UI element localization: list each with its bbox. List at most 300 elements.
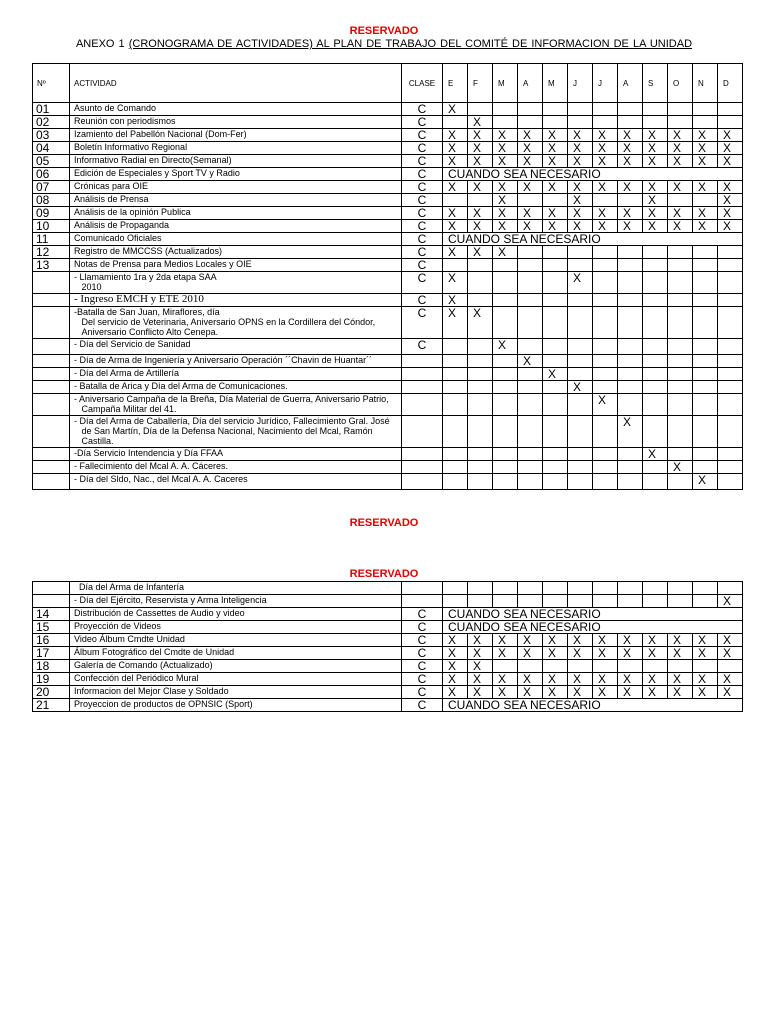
row-activity: -Día Servicio Intendencia y Día FFAA [70, 448, 402, 461]
month-mark: X [493, 207, 518, 220]
table-row [33, 461, 743, 474]
month-mark: X [468, 660, 493, 673]
row-clase: C [402, 246, 443, 259]
table-row [33, 416, 743, 448]
month-cell [618, 595, 643, 608]
month-mark: X [593, 634, 618, 647]
table-row [33, 339, 743, 355]
header-month: E [443, 64, 468, 103]
month-mark: X [568, 207, 593, 220]
row-clase: C [402, 259, 443, 272]
row-number: 12 [33, 246, 70, 259]
month-mark: X [443, 294, 468, 307]
month-cell [643, 416, 668, 448]
month-cell [618, 381, 643, 394]
row-clase: C [402, 168, 443, 181]
month-mark: X [668, 461, 693, 474]
table-row [33, 647, 743, 660]
month-mark: X [543, 686, 568, 699]
month-cell [643, 368, 668, 381]
month-cell [568, 339, 593, 355]
month-cell [518, 294, 543, 307]
month-mark: X [593, 394, 618, 416]
month-cell [518, 595, 543, 608]
month-cell [543, 272, 568, 294]
month-mark: X [593, 647, 618, 660]
month-cell [493, 294, 518, 307]
month-mark: X [518, 673, 543, 686]
month-cell [518, 582, 543, 595]
month-mark: X [443, 142, 468, 155]
month-cell [718, 272, 743, 294]
month-cell [668, 294, 693, 307]
row-clase [402, 416, 443, 448]
table-row [33, 355, 743, 368]
month-cell [543, 474, 568, 490]
row-clase: C [402, 621, 443, 634]
month-cell [593, 474, 618, 490]
table-row [33, 608, 743, 621]
month-cell [593, 259, 618, 272]
row-number [33, 461, 70, 474]
table-row [33, 220, 743, 233]
month-mark: X [568, 181, 593, 194]
month-mark: X [593, 207, 618, 220]
month-cell [618, 307, 643, 339]
row-clase [402, 474, 443, 490]
month-cell [593, 307, 618, 339]
month-cell [643, 116, 668, 129]
row-clase: C [402, 194, 443, 207]
month-cell [618, 194, 643, 207]
month-mark: X [493, 129, 518, 142]
month-cell [543, 246, 568, 259]
row-number: 13 [33, 259, 70, 272]
month-cell [468, 272, 493, 294]
header-month: J [568, 64, 593, 103]
month-cell [718, 416, 743, 448]
month-mark: X [543, 129, 568, 142]
month-cell [543, 660, 568, 673]
month-mark: X [593, 220, 618, 233]
row-clase [402, 368, 443, 381]
row-clase: C [402, 129, 443, 142]
month-cell [468, 461, 493, 474]
month-mark: X [668, 155, 693, 168]
month-mark: X [543, 368, 568, 381]
month-mark: X [618, 129, 643, 142]
row-when-needed: CUANDO SEA NECESARIO [443, 699, 743, 712]
row-activity: Análisis de la opinión Publica [70, 207, 402, 220]
month-cell [693, 368, 718, 381]
row-activity: Confección del Periódico Mural [70, 673, 402, 686]
month-cell [618, 339, 643, 355]
row-activity: -Batalla de San Juan, Miraflores, día Del servicio de Veterinaria, Aniversario OPNS en la Cordillera del Cóndor, Aniversario Conflicto Alto Cenepa. [70, 307, 402, 339]
month-cell [718, 355, 743, 368]
month-mark: X [493, 246, 518, 259]
row-activity: Crónicas para OIE [70, 181, 402, 194]
month-cell [543, 582, 568, 595]
month-cell [493, 272, 518, 294]
month-cell [618, 272, 643, 294]
month-cell [693, 246, 718, 259]
month-mark: X [618, 686, 643, 699]
table-row [33, 142, 743, 155]
row-activity: Asunto de Comando [70, 103, 402, 116]
row-number: 02 [33, 116, 70, 129]
month-cell [593, 381, 618, 394]
month-cell [593, 339, 618, 355]
month-mark: X [643, 129, 668, 142]
month-cell [493, 394, 518, 416]
month-mark: X [443, 307, 468, 339]
month-cell [593, 461, 618, 474]
month-cell [718, 116, 743, 129]
month-cell [443, 368, 468, 381]
month-cell [568, 448, 593, 461]
month-mark: X [518, 207, 543, 220]
row-number: 05 [33, 155, 70, 168]
month-mark: X [618, 181, 643, 194]
month-mark: X [468, 634, 493, 647]
month-cell [718, 448, 743, 461]
month-cell [618, 394, 643, 416]
month-cell [543, 448, 568, 461]
month-mark: X [618, 673, 643, 686]
row-clase [402, 355, 443, 368]
row-clase [402, 394, 443, 416]
row-number [33, 448, 70, 461]
month-mark: X [568, 647, 593, 660]
month-mark: X [618, 220, 643, 233]
month-cell [493, 461, 518, 474]
month-mark: X [443, 129, 468, 142]
month-cell [668, 355, 693, 368]
month-cell [493, 355, 518, 368]
month-mark: X [518, 634, 543, 647]
row-number: 21 [33, 699, 70, 712]
month-cell [693, 595, 718, 608]
header-month: A [618, 64, 643, 103]
month-mark: X [568, 381, 593, 394]
month-cell [668, 259, 693, 272]
month-cell [593, 595, 618, 608]
header-num: Nº [33, 64, 70, 103]
row-number: 07 [33, 181, 70, 194]
month-cell [668, 381, 693, 394]
header-clase: CLASE [402, 64, 443, 103]
month-cell [643, 246, 668, 259]
month-cell [518, 339, 543, 355]
table-row [33, 673, 743, 686]
month-mark: X [668, 673, 693, 686]
month-mark: X [443, 647, 468, 660]
table-row [33, 259, 743, 272]
month-cell [718, 582, 743, 595]
month-cell [693, 381, 718, 394]
month-cell [543, 339, 568, 355]
title-underlined: (CRONOGRAMA DE ACTIVIDADES) AL PLAN DE TRABAJO DEL COMITÉ DE INFORMACION DE LA UNIDAD [128, 38, 693, 50]
month-cell [568, 474, 593, 490]
month-cell [568, 103, 593, 116]
month-cell [568, 355, 593, 368]
table-row [33, 155, 743, 168]
month-cell [443, 381, 468, 394]
header-month: J [593, 64, 618, 103]
month-mark: X [668, 647, 693, 660]
month-cell [693, 307, 718, 339]
row-activity: Álbum Fotográfico del Cmdte de Unidad [70, 647, 402, 660]
month-cell [693, 448, 718, 461]
header-month: O [668, 64, 693, 103]
month-cell [543, 103, 568, 116]
month-mark: X [568, 142, 593, 155]
month-mark: X [443, 181, 468, 194]
row-activity: Reunión con periodismos [70, 116, 402, 129]
month-cell [643, 595, 668, 608]
month-cell [643, 259, 668, 272]
table-row [33, 307, 743, 339]
month-mark: X [518, 142, 543, 155]
row-number: 14 [33, 608, 70, 621]
month-cell [643, 660, 668, 673]
row-number [33, 582, 70, 595]
table-row [33, 699, 743, 712]
row-activity: Registro de MMCCSS (Actualizados) [70, 246, 402, 259]
month-mark: X [693, 207, 718, 220]
row-number: 01 [33, 103, 70, 116]
table-row [33, 660, 743, 673]
row-activity: Análisis de Propaganda [70, 220, 402, 233]
month-cell [643, 294, 668, 307]
month-cell [518, 272, 543, 294]
month-cell [518, 660, 543, 673]
row-activity: Análisis de Prensa [70, 194, 402, 207]
month-cell [643, 381, 668, 394]
table-row [33, 634, 743, 647]
month-mark: X [443, 686, 468, 699]
row-number [33, 339, 70, 355]
row-activity: - Ingreso EMCH y ETE 2010 [70, 294, 402, 307]
row-number [33, 416, 70, 448]
row-clase: C [402, 660, 443, 673]
row-clase: C [402, 634, 443, 647]
header-month: F [468, 64, 493, 103]
month-cell [443, 259, 468, 272]
month-mark: X [718, 129, 743, 142]
month-cell [568, 394, 593, 416]
month-cell [443, 394, 468, 416]
month-mark: X [518, 355, 543, 368]
month-mark: X [493, 634, 518, 647]
month-cell [718, 259, 743, 272]
month-cell [468, 416, 493, 448]
month-cell [693, 355, 718, 368]
month-mark: X [668, 220, 693, 233]
month-cell [518, 394, 543, 416]
month-cell [543, 294, 568, 307]
month-cell [493, 368, 518, 381]
month-cell [518, 194, 543, 207]
month-mark: X [668, 142, 693, 155]
row-activity: - Día del Arma de Caballería, Día del servicio Jurídico, Fallecimiento Gral. José de San Martín, Día de la Defensa Nacional, Nacimiento del Mcal, Ramón Castilla. [70, 416, 402, 448]
month-mark: X [493, 181, 518, 194]
month-mark: X [693, 647, 718, 660]
month-cell [718, 294, 743, 307]
month-cell [518, 381, 543, 394]
table-row [33, 116, 743, 129]
table-row [33, 381, 743, 394]
month-cell [443, 474, 468, 490]
row-number: 20 [33, 686, 70, 699]
month-mark: X [443, 207, 468, 220]
reserved-label-top: RESERVADO [349, 25, 419, 37]
row-clase [402, 381, 443, 394]
row-number: 18 [33, 660, 70, 673]
row-number [33, 595, 70, 608]
month-cell [618, 116, 643, 129]
row-when-needed: CUANDO SEA NECESARIO [443, 608, 743, 621]
month-cell [568, 259, 593, 272]
month-mark: X [693, 155, 718, 168]
month-cell [618, 660, 643, 673]
header-month: D [718, 64, 743, 103]
month-cell [493, 381, 518, 394]
month-cell [668, 339, 693, 355]
row-clase: C [402, 647, 443, 660]
month-cell [593, 582, 618, 595]
month-mark: X [568, 194, 593, 207]
row-activity: Día del Arma de Infantería [70, 582, 402, 595]
month-cell [693, 660, 718, 673]
month-cell [668, 474, 693, 490]
month-mark: X [543, 155, 568, 168]
month-mark: X [718, 595, 743, 608]
month-cell [543, 394, 568, 416]
month-mark: X [518, 129, 543, 142]
month-cell [668, 116, 693, 129]
month-cell [618, 294, 643, 307]
month-cell [593, 294, 618, 307]
month-cell [518, 307, 543, 339]
month-mark: X [543, 207, 568, 220]
month-cell [543, 194, 568, 207]
month-mark: X [593, 181, 618, 194]
month-mark: X [718, 673, 743, 686]
month-mark: X [668, 181, 693, 194]
month-mark: X [493, 647, 518, 660]
month-mark: X [593, 129, 618, 142]
month-cell [693, 272, 718, 294]
month-cell [593, 416, 618, 448]
month-mark: X [493, 686, 518, 699]
row-number: 10 [33, 220, 70, 233]
month-cell [568, 116, 593, 129]
month-cell [593, 368, 618, 381]
month-mark: X [518, 155, 543, 168]
month-cell [543, 595, 568, 608]
month-cell [468, 103, 493, 116]
month-cell [518, 103, 543, 116]
month-mark: X [718, 686, 743, 699]
month-cell [443, 194, 468, 207]
row-clase: C [402, 116, 443, 129]
row-clase: C [402, 673, 443, 686]
row-activity: Edición de Especiales y Sport TV y Radio [70, 168, 402, 181]
month-cell [493, 448, 518, 461]
table-row [33, 448, 743, 461]
month-mark: X [468, 129, 493, 142]
month-cell [518, 259, 543, 272]
month-cell [593, 194, 618, 207]
month-mark: X [618, 647, 643, 660]
month-cell [618, 259, 643, 272]
document-title [0, 38, 768, 51]
month-mark: X [643, 448, 668, 461]
month-mark: X [493, 194, 518, 207]
row-clase: C [402, 220, 443, 233]
row-activity: Informativo Radial en Directo(Semanal) [70, 155, 402, 168]
row-activity: - Llamamiento 1ra y 2da etapa SAA 2010 [70, 272, 402, 294]
month-mark: X [593, 155, 618, 168]
month-mark: X [568, 673, 593, 686]
month-mark: X [668, 207, 693, 220]
month-cell [468, 394, 493, 416]
month-cell [443, 416, 468, 448]
row-clase: C [402, 686, 443, 699]
month-cell [643, 272, 668, 294]
row-number: 17 [33, 647, 70, 660]
month-cell [668, 660, 693, 673]
month-mark: X [493, 155, 518, 168]
reserved-label-page2: RESERVADO [349, 568, 419, 580]
month-cell [593, 355, 618, 368]
month-cell [643, 103, 668, 116]
row-activity: Izamiento del Pabellón Nacional (Dom-Fer) [70, 129, 402, 142]
month-cell [643, 394, 668, 416]
month-cell [468, 259, 493, 272]
month-mark: X [443, 246, 468, 259]
row-number: 06 [33, 168, 70, 181]
month-mark: X [668, 686, 693, 699]
row-clase: C [402, 339, 443, 355]
row-activity: - Fallecimiento del Mcal A. A. Cáceres. [70, 461, 402, 474]
table-row [33, 246, 743, 259]
table-row [33, 272, 743, 294]
month-cell [543, 259, 568, 272]
month-cell [568, 307, 593, 339]
activity-schedule-table [32, 63, 743, 490]
month-cell [593, 103, 618, 116]
row-activity: - Aniversario Campaña de la Breña, Día Material de Guerra, Aniversario Patrio, Campaña Militar del 41. [70, 394, 402, 416]
month-cell [443, 339, 468, 355]
month-cell [543, 355, 568, 368]
month-mark: X [718, 634, 743, 647]
table-row [33, 394, 743, 416]
month-cell [693, 394, 718, 416]
header-month: M [543, 64, 568, 103]
month-mark: X [443, 660, 468, 673]
row-activity: - Día de Arma de Ingeniería y Aniversario Operación ´´Chavin de Huantar´´ [70, 355, 402, 368]
table-row [33, 621, 743, 634]
month-cell [468, 595, 493, 608]
row-number: 03 [33, 129, 70, 142]
month-cell [468, 448, 493, 461]
table-row [33, 168, 743, 181]
month-cell [518, 368, 543, 381]
table-row [33, 194, 743, 207]
month-mark: X [468, 686, 493, 699]
